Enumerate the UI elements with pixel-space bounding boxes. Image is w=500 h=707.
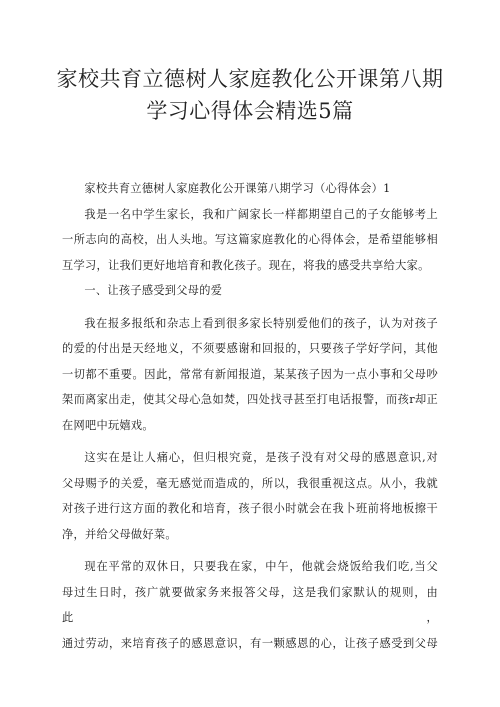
paragraph-line: 我是一名中学生家长，我和广阔家长一样都期望自己的子女能够考上 xyxy=(84,207,438,221)
paragraph-line: 净，并给父母做好菜。 xyxy=(62,527,177,541)
paragraph-line: 互学习，让我们更好地培育和教化孩子。现在，将我的感受共享给大家。 xyxy=(62,258,430,272)
paragraph-line: 一切都不重要。因此，常常有新闻报道，某某孩子因为一点小事和父母吵 xyxy=(62,367,438,381)
document-title-line-2: 学习心得体会精选5篇 xyxy=(146,99,354,123)
document-body xyxy=(62,176,438,656)
paragraph-line: 通过劳动，来培育孩子的感恩意识，有一颗感恩的心，让孩子感受到父母 xyxy=(62,636,438,650)
paragraph-line: 现在平常的双休日，只要我在家，中午，他就会烧饭给我们吃,当父 xyxy=(84,560,438,573)
subsection-heading: 一、让孩子感受到父母的爱 xyxy=(84,284,223,297)
paragraph-line: 一所志向的高校，出人头地。写这篇家庭教化的心得体会，是希望能够相 xyxy=(62,233,438,246)
paragraph-line: 父母赐予的关爱，毫无感觉而造成的，所以，我很重视这点。从小，我就 xyxy=(62,476,438,490)
paragraph-line: 母过生日时，孩广就要做家务来报答父母，这是我们家默认的规则，由此， xyxy=(62,585,438,624)
paragraph-line: 我在报多报纸和杂志上看到很多家长特别爱他们的孩子，认为对孩子 xyxy=(84,316,438,330)
paragraph-line: 架而离家出走，使其父母心急如焚，四处找寻甚至打电话报警，而孩r却正 xyxy=(62,393,438,406)
paragraph-line: 这实在是让人痛心，但归根究竟，是孩子没有对父母的感恩意识,对 xyxy=(84,451,438,464)
paragraph-line: 的爱的付出是天经地义，不须要感谢和回报的，只要孩子学好学问，其他 xyxy=(62,342,438,355)
section-heading: 家校共育立德树人家庭教化公开课第八期学习（心得体会）1 xyxy=(84,182,391,195)
document-title-line-1: 家校共育立德树人家庭教化公开课第八期 xyxy=(56,67,444,91)
paragraph-line: 对孩子进行这方面的教化和培育，孩子很小时就会在我卜班前将地板擦干 xyxy=(62,502,438,515)
paragraph-line: 在网吧中玩嬉戏。 xyxy=(62,418,154,432)
